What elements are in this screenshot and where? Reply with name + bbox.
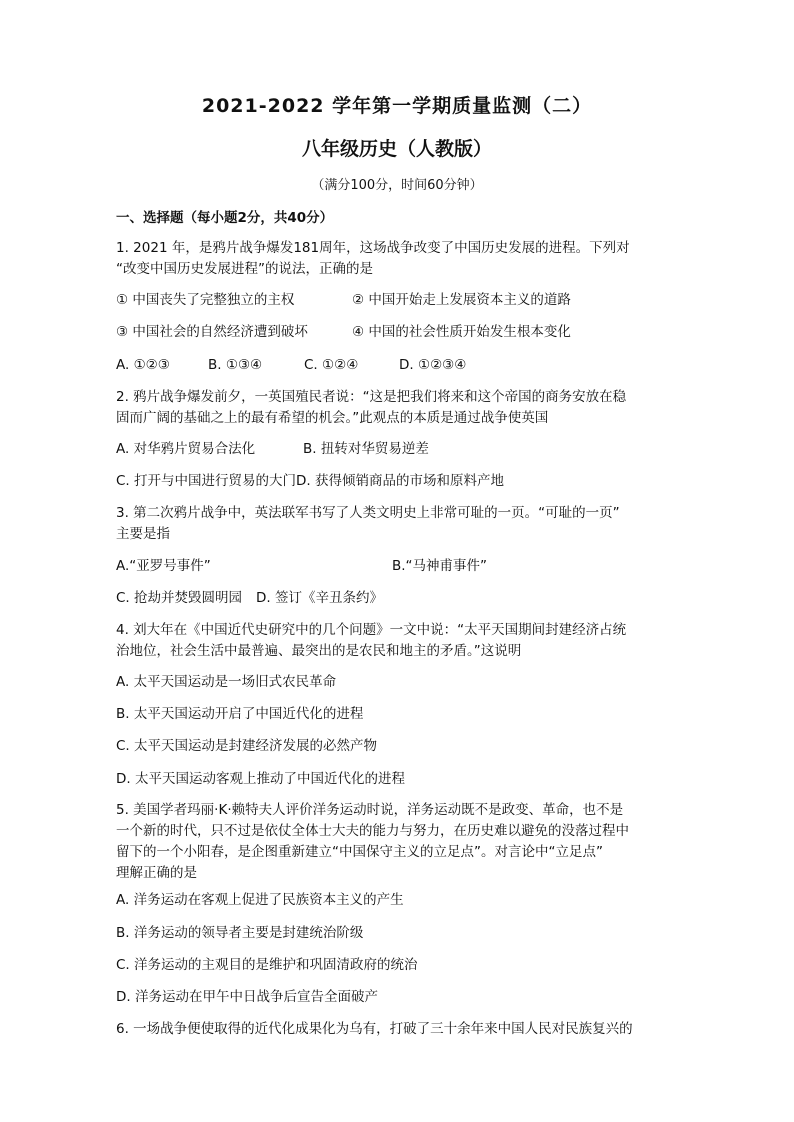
- q5-stem-line1: 5. 美国学者玛丽·K·赖特夫人评价洋务运动时说，洋务运动既不是政变、革命，也不是: [116, 802, 624, 818]
- q1-option-c: C. ①②④: [304, 357, 359, 373]
- q4-option-a: A. 太平天国运动是一场旧式农民革命: [116, 674, 337, 690]
- q3-option-a: A.“亚罗号事件”: [116, 558, 211, 574]
- q4-option-d: D. 太平天国运动客观上推动了中国近代化的进程: [116, 771, 405, 787]
- q3-option-c: C. 抢劫并焚毁圆明园: [116, 590, 243, 606]
- q5-stem-line3: 留下的一个小阳春，是企图重新建立“中国保守主义的立足点”。对言论中“立足点”: [116, 844, 603, 860]
- exam-subtitle: 八年级历史（人教版）: [301, 138, 492, 160]
- exam-note: （满分100分，时间60分钟）: [311, 178, 483, 193]
- q1-item-1: ① 中国丧失了完整独立的主权: [116, 292, 295, 308]
- q4-stem-line2: 治地位，社会生活中最普遍、最突出的是农民和地主的矛盾。”这说明: [116, 643, 522, 659]
- q5-option-c: C. 洋务运动的主观目的是维护和巩固清政府的统治: [116, 957, 418, 973]
- q1-stem-line1: 1. 2021 年，是鸦片战争爆发181周年，这场战争改变了中国历史发展的进程。下列对: [116, 240, 630, 256]
- q1-option-a: A. ①②③: [116, 357, 170, 373]
- section-heading: 一、选择题（每小题2分，共40分）: [116, 210, 334, 226]
- exam-title: 2021-2022 学年第一学期质量监测（二）: [201, 95, 593, 117]
- q1-item-2: ② 中国开始走上发展资本主义的道路: [352, 292, 571, 308]
- q3-option-d: D. 签订《辛丑条约》: [256, 590, 383, 606]
- q4-option-b: B. 太平天国运动开启了中国近代化的进程: [116, 706, 364, 722]
- q4-stem-line1: 4. 刘大年在《中国近代史研究中的几个问题》一文中说：“太平天国期间封建经济占统: [116, 622, 627, 638]
- q3-stem-line2: 主要是指: [116, 526, 170, 542]
- q6-stem-line1: 6. 一场战争便使取得的近代化成果化为乌有，打破了三十余年来中国人民对民族复兴的: [116, 1021, 633, 1037]
- q5-option-d: D. 洋务运动在甲午中日战争后宣告全面破产: [116, 989, 378, 1005]
- q1-option-d: D. ①②③④: [399, 357, 467, 373]
- q3-stem-line1: 3. 第二次鸦片战争中，英法联军书写了人类文明史上非常可耻的一页。“可耻的一页”: [116, 505, 620, 521]
- q2-option-cd: C. 打开与中国进行贸易的大门D. 获得倾销商品的市场和原料产地: [116, 473, 504, 489]
- q2-option-b: B. 扭转对华贸易逆差: [303, 441, 429, 457]
- q2-option-a: A. 对华鸦片贸易合法化: [116, 441, 256, 457]
- q5-option-a: A. 洋务运动在客观上促进了民族资本主义的产生: [116, 892, 404, 908]
- q5-stem-line4: 理解正确的是: [116, 865, 197, 881]
- q2-stem-line1: 2. 鸦片战争爆发前夕，一英国殖民者说：“这是把我们将来和这个帝国的商务安放在稳: [116, 389, 627, 405]
- q1-option-b: B. ①③④: [208, 357, 263, 373]
- q1-item-3: ③ 中国社会的自然经济遭到破坏: [116, 324, 308, 340]
- q3-option-b: B.“马神甫事件”: [392, 558, 488, 574]
- q2-stem-line2: 固而广阔的基础之上的最有希望的机会。”此观点的本质是通过战争使英国: [116, 410, 549, 426]
- q5-option-b: B. 洋务运动的领导者主要是封建统治阶级: [116, 925, 364, 941]
- q5-stem-line2: 一个新的时代，只不过是依仗全体士大夫的能力与努力，在历史难以避免的没落过程中: [116, 823, 629, 839]
- q4-option-c: C. 太平天国运动是封建经济发展的必然产物: [116, 738, 378, 754]
- q1-item-4: ④ 中国的社会性质开始发生根本变化: [352, 324, 571, 340]
- q1-stem-line2: “改变中国历史发展进程”的说法，正确的是: [116, 261, 373, 277]
